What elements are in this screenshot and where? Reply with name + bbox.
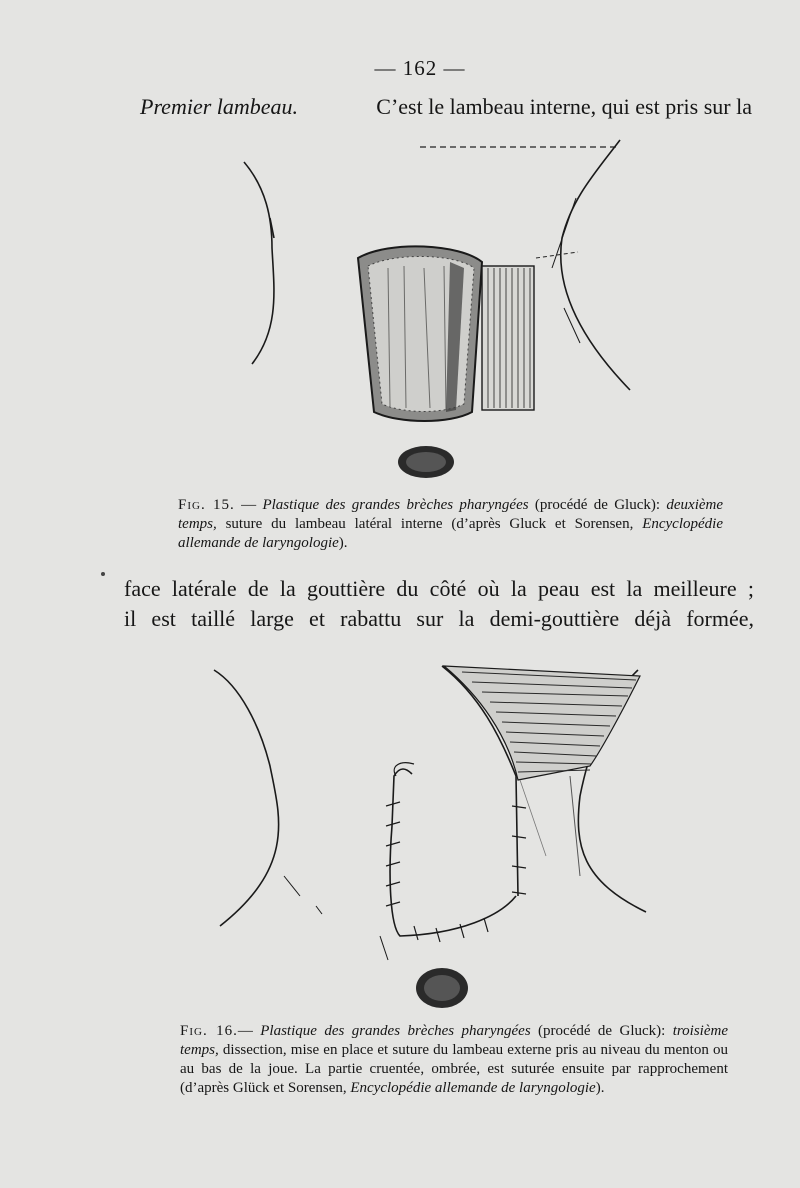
page-number: — 162 — — [374, 56, 466, 80]
figure-16-part2: dissection, mise en place et suture du lambeau externe pris au niveau du menton ou au bas de la joue. La partie cruentée, ombrée, est suturée ensuite par rapprochement (d’après Glück et Sorensen, — [180, 1042, 728, 1096]
figure-16-part1: (procédé de Gluck): — [530, 1023, 666, 1039]
figure-16-title: Plastique des grandes brèches pharyngées — [260, 1023, 531, 1039]
figure-15-illustration — [200, 128, 640, 488]
figure-15-title: Plastique des grandes brèches pharyngées — [262, 497, 529, 513]
figure-15-source: Encyclopédie allemande de laryngologie — [178, 516, 723, 551]
figure-16-source: Encyclopédie allemande de laryngologie — [350, 1080, 596, 1096]
figure-16-caption — [160, 1022, 728, 1098]
body-line-2: face latérale de la gouttière du côté où la peau est la meilleure ; — [124, 576, 754, 601]
figure-15-part2: suture du lambeau latéral interne (d’après Gluck et Sorensen, — [216, 516, 643, 532]
body-line-1 — [140, 94, 752, 120]
figure-15-step: deuxième temps, — [178, 497, 724, 532]
figure-15-caption — [158, 496, 723, 553]
figure-16-illustration — [200, 656, 670, 1016]
body-line-1-rest: C’est le lambeau interne, qui est pris sur la — [376, 94, 752, 119]
figure-15-dash: — — [234, 497, 263, 513]
figure-16-end: ). — [595, 1080, 605, 1096]
ink-spot — [101, 572, 105, 576]
figure-16-step: troisième temps, — [180, 1023, 728, 1058]
figure-16-label: Fig. 16. — [180, 1023, 238, 1039]
figure-15-label: Fig. 15. — [178, 497, 235, 513]
figure-15-part1: (procédé de Gluck): — [528, 497, 661, 513]
figure-16-dash: — — [237, 1023, 261, 1039]
figure-15-end: ). — [338, 535, 348, 551]
section-lead: Premier lambeau. — [140, 94, 299, 119]
body-line-3: il est taillé large et rabattu sur la demi-gouttière déjà formée, — [124, 606, 754, 631]
